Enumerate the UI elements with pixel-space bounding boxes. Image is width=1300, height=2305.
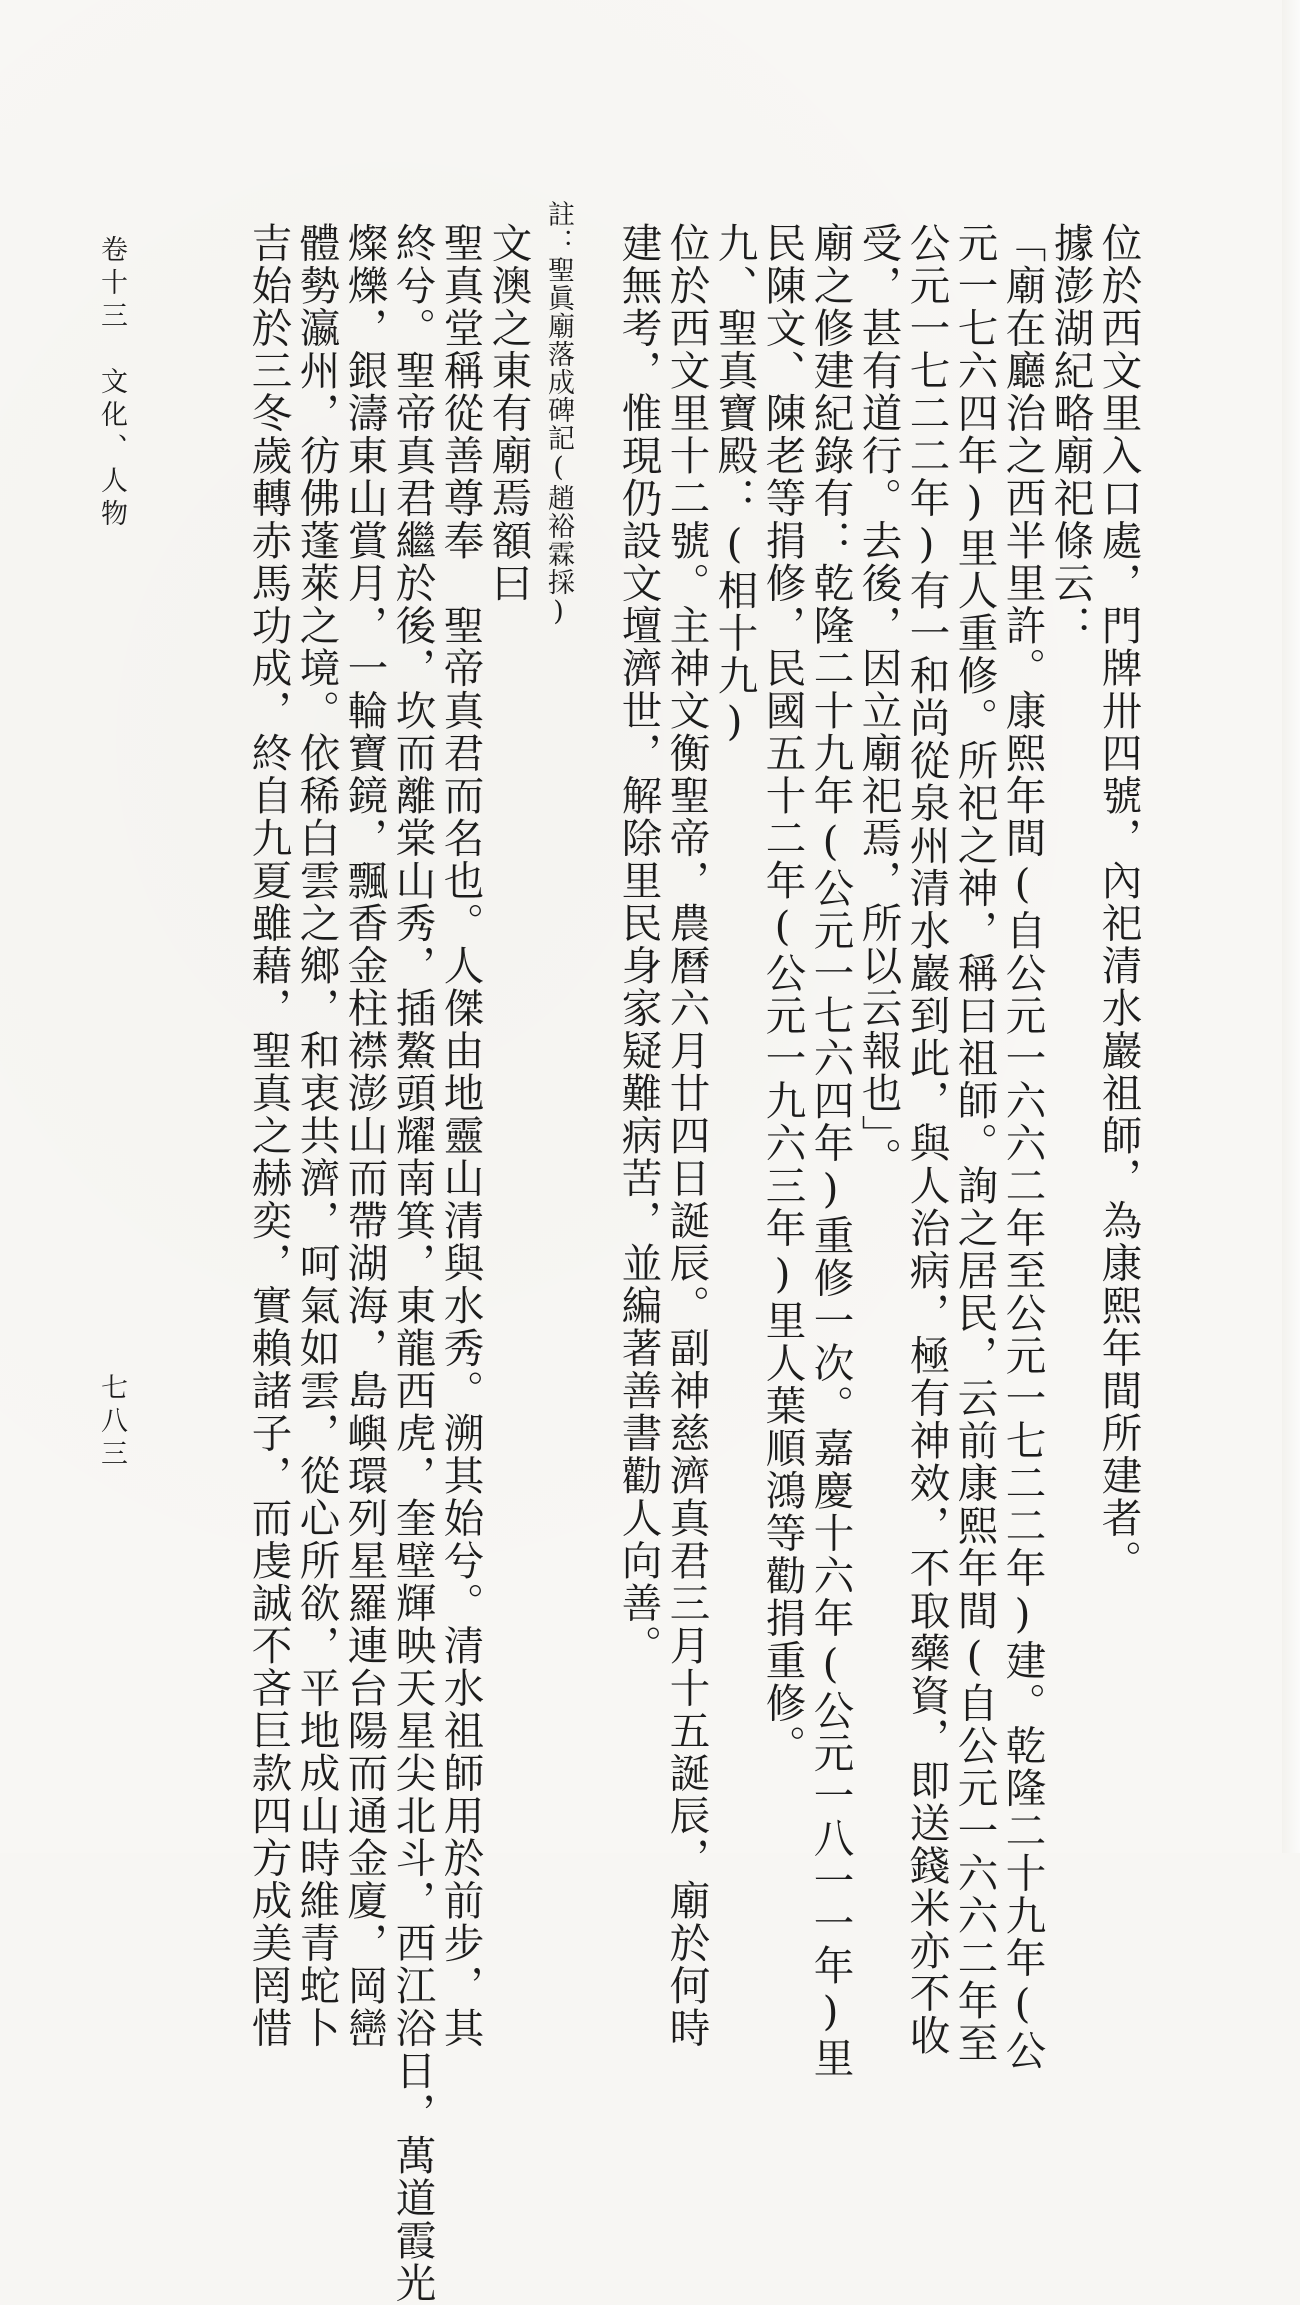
text-column-8: 民陳文、陳老等捐修，民國五十二年(公元一九六三年)里人葉順鴻等勸捐重修。 <box>758 222 807 1767</box>
text-column-11: 建無考，惟現仍設文壇濟世，解除里民身家疑難病苦，並編著善書勸人向善。 <box>614 222 663 1667</box>
text-column-13: 聖真堂稱從善尊奉 聖帝真君而名也。人傑由地靈山清與水秀。溯其始兮。清水祖師用於前步，其 <box>436 222 485 2050</box>
text-column-10: 位於西文里十二號。主神文衡聖帝，農曆六月廿四日誕辰。副神慈濟真君三月十五誕辰，廟於何時 <box>662 222 711 2050</box>
running-footer: 卷十三 文化、人物 <box>96 235 127 532</box>
note-column: 註：聖眞廟落成碑記(趙裕霖採) <box>543 200 574 628</box>
text-column-5: 公元一七二二年)有一和尚從泉州清水巖到此，與人治病，極有神效，不取藥資，即送錢米亦不收 <box>902 222 951 2057</box>
text-column-9: 九、聖真寶殿：(相十九) <box>710 222 759 747</box>
text-column-7: 廟之修建紀錄有：乾隆二十九年(公元一七六四年)重修一次。嘉慶十六年(公元一八一一年)里 <box>806 222 855 2080</box>
text-column-15: 燦爍，銀濤東山賞月，一輪寶鏡，飄香金柱襟澎山而帶湖海，島嶼環列星羅連台陽而通金廈，岡巒 <box>340 222 389 2050</box>
text-column-14: 終兮。聖帝真君繼於後，坎而離棠山秀，插鰲頭耀南箕，東龍西虎，奎壁輝映天星尖北斗，西江浴日，萬道霞光 <box>388 222 437 2305</box>
text-column-16: 體勢瀛州，彷佛蓬萊之境。依稀白雲之鄉，和衷共濟，呵氣如雲，從心所欲，平地成山時維青蛇卜 <box>292 222 341 2050</box>
text-column-6: 受，甚有道行。去後，因立廟祀焉，所以云報也」。 <box>854 222 903 1180</box>
text-column-12: 文澳之東有廟焉額曰 <box>484 222 533 605</box>
text-column-17: 吉始於三冬歲轉赤馬功成，終自九夏雖藉，聖真之赫奕，實賴諸子，而虔誠不吝巨款四方成美罔惜 <box>244 222 293 2050</box>
text-column-4: 元一七六四年)里人重修。所祀之神，稱曰祖師。詢之居民，云前康熙年間(自公元一六六二年至 <box>950 222 999 2065</box>
text-column-3: 「廟在廳治之西半里許。康熙年間(自公元一六六二年至公元一七二二年)建。乾隆二十九年(公 <box>998 222 1047 2072</box>
text-column-1: 位於西文里入口處，門牌卅四號，內祀清水巖祖師，為康熙年間所建者。 <box>1094 222 1143 1582</box>
page-number: 七八三 <box>96 1373 127 1472</box>
text-column-2: 據澎湖紀略廟祀條云： <box>1046 222 1095 647</box>
scan-edge <box>1282 0 1300 1853</box>
